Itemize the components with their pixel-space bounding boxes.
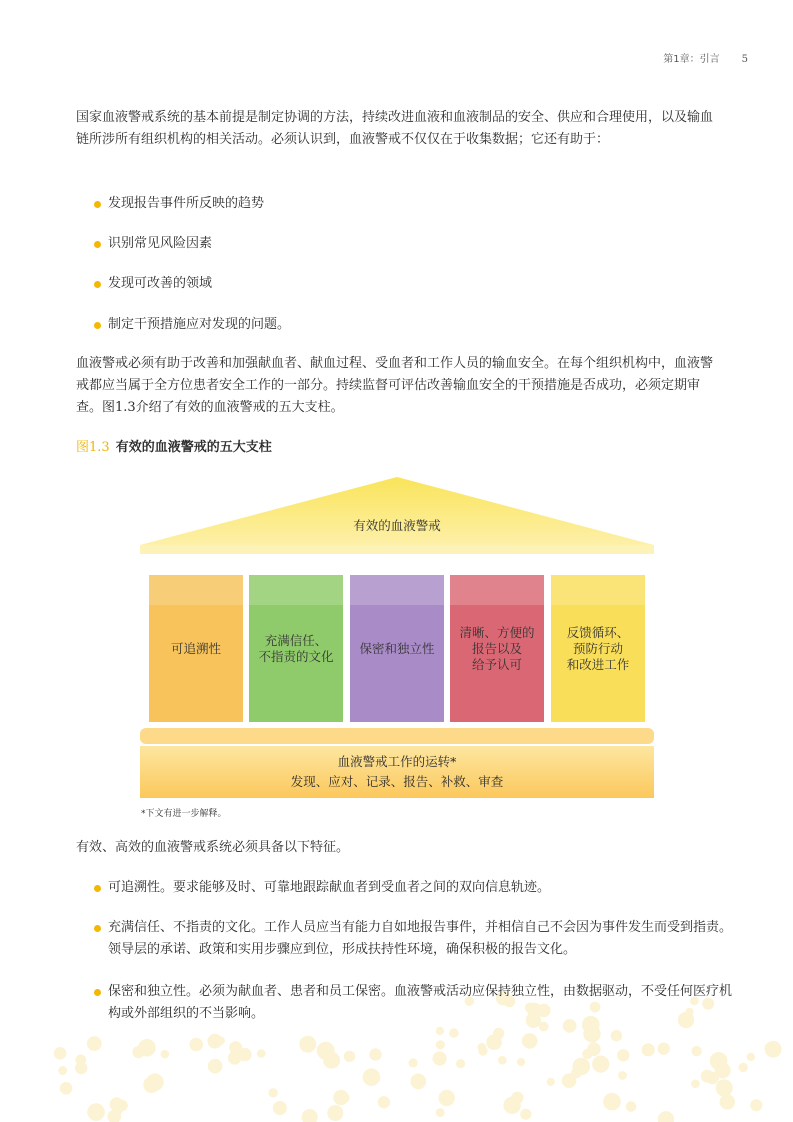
intro-paragraph: 国家血液警戒系统的基本前提是制定协调的方法，持续改进血液和血液制品的安全、供应和合理使用，以及输血链所涉所有组织机构的相关活动。必须认识到，血液警戒不仅仅在于收集数据；它还有助于： (76, 110, 714, 147)
body-paragraph: 有效、高效的血液警戒系统必须具备以下特征。 (76, 840, 350, 855)
body-paragraph: 血液警戒必须有助于改善和加强献血者、献血过程、受血者和工作人员的输血安全。在每个组织机构中，血液警戒都应当属于全方位患者安全工作的一部分。持续监督可评估改善输血安全的干预措施是否成功，必须定期审查。图1.3介绍了有效的血液警戒的五大支柱。 (76, 356, 714, 415)
pillar-label: 清晰、方便的 报告以及 给予认可 (459, 624, 535, 672)
figure-title: 有效的血液警戒的五大支柱 (115, 440, 272, 455)
list-item: 充满信任、不指责的文化。工作人员应当有能力自如地报告事件，并相信自己不会因为事件发生而受到指责。领导层的承诺、政策和实用步骤应到位，形成扶持性环境，确保积极的报告文化。 (94, 917, 733, 961)
figure-number: 图1.3 (76, 440, 110, 455)
list-item: 发现报告事件所反映的趋势 (94, 193, 733, 215)
figure-footnote: *下文有进一步解释。 (141, 809, 227, 819)
list-item: 制定干预措施应对发现的问题。 (94, 314, 733, 336)
page-number: 5 (741, 54, 748, 65)
list-item: 发现可改善的领域 (94, 273, 733, 295)
base-title: 血液警戒工作的运转* (337, 754, 457, 769)
list-item: 保密和独立性。必须为献血者、患者和员工保密。血液警戒活动应保持独立性，由数据驱动，不受任何医疗机构或外部组织的不当影响。 (94, 981, 733, 1025)
list-item: 可追溯性。要求能够及时、可靠地跟踪献血者到受血者之间的双向信息轨迹。 (94, 877, 733, 899)
roof-beam (140, 545, 654, 554)
pillar-label: 保密和独立性 (359, 640, 435, 656)
roof-label: 有效的血液警戒 (353, 518, 441, 533)
chapter-title: 第1章：引言 (663, 54, 720, 65)
pillar-label: 可追溯性 (170, 640, 221, 656)
pillar-label: 反馈循环、 预防行动 和改进工作 (566, 624, 630, 672)
base-step (140, 728, 654, 744)
base-subtitle: 发现、应对、记录、报告、补救、审查 (290, 774, 504, 789)
list-item: 识别常见风险因素 (94, 233, 733, 255)
pillar-label: 充满信任、 不指责的文化 (258, 632, 334, 664)
roof (140, 477, 654, 545)
